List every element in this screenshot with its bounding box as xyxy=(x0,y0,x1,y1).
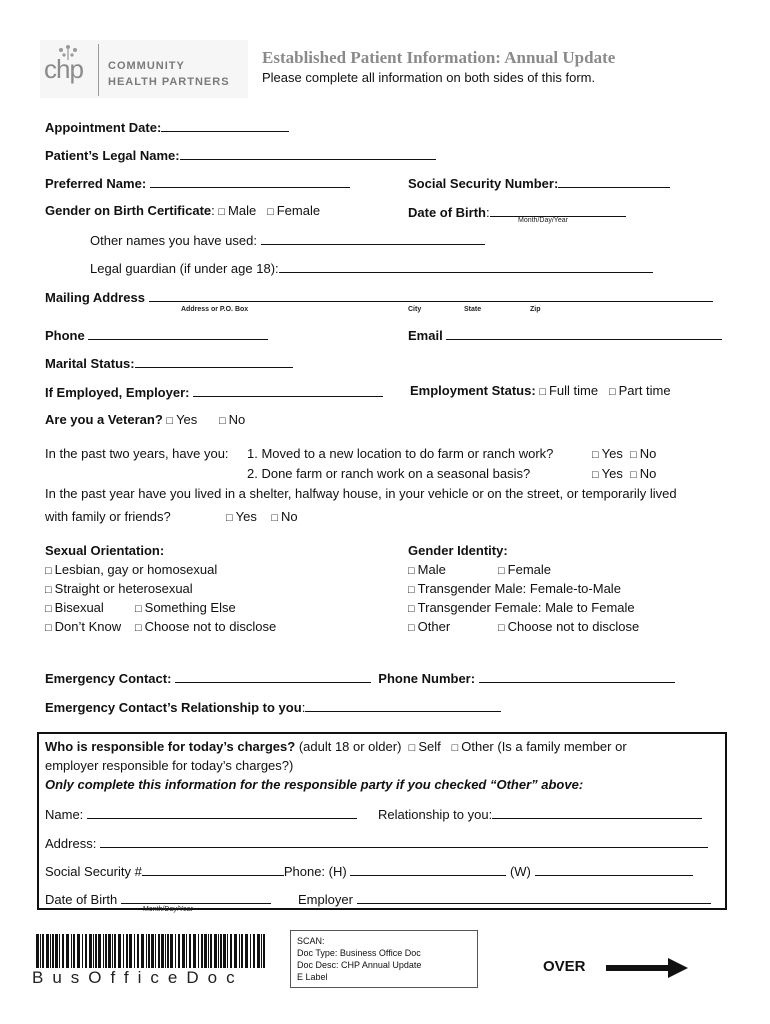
farm-q2-answers xyxy=(592,466,656,481)
mailing-address-field[interactable] xyxy=(149,288,713,302)
barcode-bar xyxy=(46,934,49,968)
dob-label: Date of Birth xyxy=(408,205,486,220)
barcode-bar xyxy=(263,934,265,968)
identity-opt2-checkbox[interactable]: □ xyxy=(498,565,505,577)
responsible-home-phone-label: Phone: (H) xyxy=(283,864,347,879)
shelter-answers xyxy=(226,509,298,524)
dob-hint: Month/Day/Year xyxy=(518,217,568,224)
responsible-dob-field[interactable] xyxy=(121,890,271,904)
barcode-bar xyxy=(239,934,240,968)
identity-opt1-checkbox[interactable]: □ xyxy=(408,565,415,577)
appointment-date-label: Appointment Date: xyxy=(45,120,162,135)
responsible-employer-row xyxy=(298,890,711,907)
barcode-bar xyxy=(118,934,121,968)
female-checkbox[interactable]: □ xyxy=(267,206,274,218)
employment-status-label: Employment Status: xyxy=(410,383,536,398)
orientation-opt1 xyxy=(45,562,217,577)
identity-opt3-label: Transgender Male: Female-to-Male xyxy=(417,581,621,596)
barcode-bar xyxy=(210,934,212,968)
identity-opt4 xyxy=(408,600,635,615)
responsible-work-phone-label: (W) xyxy=(509,864,531,879)
barcode-bar xyxy=(165,934,166,968)
barcode-bar xyxy=(151,934,154,968)
emergency-contact-row xyxy=(45,669,675,686)
responsible-self-checkbox[interactable]: □ xyxy=(408,742,416,754)
responsible-ssn-phone-row xyxy=(45,862,693,879)
employment-status-row xyxy=(410,383,671,398)
farm-q2-no-checkbox[interactable]: □ xyxy=(630,469,637,481)
identity-opt2 xyxy=(498,562,551,577)
employer-row xyxy=(45,383,383,400)
barcode-bar xyxy=(208,934,209,968)
orientation-opt3 xyxy=(45,600,104,615)
shelter-no-label: No xyxy=(280,509,298,524)
form-subtitle: Please complete all information on both sides of this form. xyxy=(262,70,596,85)
responsible-other-label: Other (Is a family member or xyxy=(461,739,627,754)
orientation-opt5 xyxy=(45,619,121,634)
male-checkbox[interactable]: □ xyxy=(218,206,226,218)
identity-opt2-label: Female xyxy=(507,562,552,577)
barcode-bar xyxy=(123,934,124,968)
identity-opt5-checkbox[interactable]: □ xyxy=(408,622,415,634)
farm-q1-answers xyxy=(592,446,656,461)
logo-divider xyxy=(98,44,99,96)
farm-q2-yes-checkbox[interactable]: □ xyxy=(592,469,599,481)
veteran-no-label: No xyxy=(228,412,246,427)
responsible-ssn-label: Social Security # xyxy=(45,864,142,879)
responsible-instruction: Only complete this information for the responsible party if you checked “Other” above: xyxy=(45,777,584,792)
barcode-bar xyxy=(126,934,128,968)
responsible-relationship-label: Relationship to you: xyxy=(378,807,493,822)
orientation-opt6 xyxy=(135,619,276,634)
veteran-no-checkbox[interactable]: □ xyxy=(218,415,226,427)
barcode-bar xyxy=(261,934,262,968)
email-field[interactable] xyxy=(446,326,722,340)
responsible-relationship-row xyxy=(378,805,702,822)
mailing-address-label: Mailing Address xyxy=(45,290,145,305)
orientation-heading: Sexual Orientation: xyxy=(45,543,165,558)
emergency-contact-label: Emergency Contact: xyxy=(45,671,172,686)
barcode-bar xyxy=(93,934,94,968)
responsible-address-label: Address: xyxy=(45,836,97,851)
org-logo xyxy=(40,40,248,98)
scan-line-3: Doc Desc: CHP Annual Update xyxy=(297,960,422,970)
scan-line-1: SCAN: xyxy=(297,936,325,946)
responsible-question-row xyxy=(45,739,627,754)
orientation-opt2 xyxy=(45,581,193,596)
barcode-bar xyxy=(85,934,87,968)
barcode-bar xyxy=(55,934,58,968)
emergency-phone-field[interactable] xyxy=(479,669,675,683)
shelter-yes-checkbox[interactable]: □ xyxy=(226,512,233,524)
barcode-bar xyxy=(214,934,217,968)
barcode-bar xyxy=(223,934,226,968)
barcode-bar xyxy=(186,934,187,968)
barcode-bar xyxy=(245,934,248,968)
shelter-question-line1: In the past year have you lived in a shelter, halfway house, in your vehicle or on the street, or temporarily lived xyxy=(45,486,677,501)
barcode-bar xyxy=(234,934,237,968)
appointment-date-row xyxy=(45,118,289,135)
phone-field[interactable] xyxy=(88,326,268,340)
orientation-opt1-label: Lesbian, gay or homosexual xyxy=(54,562,218,577)
female-label: Female xyxy=(276,203,321,218)
barcode-bar xyxy=(134,934,135,968)
barcode-bar xyxy=(98,934,101,968)
barcode-bar xyxy=(182,934,185,968)
farm-question-2: 2. Done farm or ranch work on a seasonal basis? xyxy=(247,466,531,481)
barcode-bar xyxy=(218,934,219,968)
responsible-ssn-field[interactable] xyxy=(142,862,284,876)
identity-opt4-label: Transgender Female: Male to Female xyxy=(417,600,635,615)
barcode-bar xyxy=(89,934,92,968)
barcode-bar xyxy=(95,934,97,968)
barcode-bar xyxy=(42,934,44,968)
identity-opt1 xyxy=(408,562,446,577)
veteran-yes-checkbox[interactable]: □ xyxy=(166,415,174,427)
part-time-checkbox[interactable]: □ xyxy=(608,386,616,398)
barcode-bar xyxy=(257,934,260,968)
orientation-opt4-checkbox[interactable]: □ xyxy=(135,603,142,615)
barcode-bar xyxy=(178,934,180,968)
barcode-bar xyxy=(112,934,113,968)
preferred-name-row xyxy=(45,174,350,191)
barcode-bar xyxy=(158,934,160,968)
legal-name-label: Patient’s Legal Name: xyxy=(45,148,180,163)
legal-name-row xyxy=(45,146,436,163)
responsible-dob-label: Date of Birth xyxy=(45,892,118,907)
barcode-bar xyxy=(114,934,116,968)
barcode-bar xyxy=(167,934,169,968)
orientation-opt2-label: Straight or heterosexual xyxy=(54,581,193,596)
barcode-bar xyxy=(201,934,203,968)
responsible-employer-label: Employer xyxy=(298,892,353,907)
identity-opt5-label: Other xyxy=(417,619,451,634)
barcode-bar xyxy=(36,934,39,968)
identity-opt6 xyxy=(498,619,639,634)
farm-q2-no-label: No xyxy=(639,466,657,481)
mailing-address-row xyxy=(45,288,713,305)
barcode-bar xyxy=(52,934,54,968)
identity-opt6-checkbox[interactable]: □ xyxy=(498,622,505,634)
barcode-bar xyxy=(129,934,132,968)
barcode xyxy=(36,934,268,968)
responsible-adult-note: (adult 18 or older) xyxy=(298,739,402,754)
barcode-bar xyxy=(198,934,199,968)
farm-q1-no-checkbox[interactable]: □ xyxy=(630,449,637,461)
legal-guardian-field[interactable] xyxy=(279,259,653,273)
barcode-bar xyxy=(73,934,75,968)
responsible-dob-hint: Month/Day/Year xyxy=(143,906,193,913)
farm-q1-no-label: No xyxy=(639,446,657,461)
responsible-address-row xyxy=(45,834,708,851)
orientation-opt3-label: Bisexual xyxy=(54,600,104,615)
shelter-yes-label: Yes xyxy=(235,509,257,524)
legal-guardian-row xyxy=(90,259,653,276)
preferred-name-field[interactable] xyxy=(150,174,350,188)
scan-line-4: E Label xyxy=(297,972,328,982)
barcode-bar xyxy=(193,934,196,968)
employer-field[interactable] xyxy=(193,383,383,397)
other-names-label: Other names you have used: xyxy=(90,233,257,248)
barcode-bar xyxy=(241,934,243,968)
identity-opt4-checkbox[interactable]: □ xyxy=(408,603,415,615)
farm-intro: In the past two years, have you: xyxy=(45,446,229,461)
right-arrow-icon xyxy=(606,958,688,978)
farm-question-1: 1. Moved to a new location to do farm or ranch work? xyxy=(247,446,554,461)
identity-opt6-label: Choose not to disclose xyxy=(507,619,640,634)
ssn-label: Social Security Number: xyxy=(408,176,559,191)
responsible-question-label: Who is responsible for today’s charges? xyxy=(45,739,296,754)
barcode-bar xyxy=(40,934,41,968)
orientation-opt5-checkbox[interactable]: □ xyxy=(45,622,52,634)
identity-opt1-label: Male xyxy=(417,562,446,577)
marital-status-row xyxy=(45,354,293,371)
zip-hint: Zip xyxy=(530,306,541,313)
gender-birth-colon: : xyxy=(211,203,215,218)
identity-heading: Gender Identity: xyxy=(408,543,508,558)
barcode-bar xyxy=(71,934,72,968)
barcode-bar xyxy=(155,934,156,968)
barcode-bar xyxy=(220,934,222,968)
barcode-bar xyxy=(105,934,107,968)
scan-label-box xyxy=(290,930,478,988)
emergency-relationship-field[interactable] xyxy=(305,698,501,712)
identity-opt3-checkbox[interactable]: □ xyxy=(408,584,415,596)
emergency-phone-label: Phone Number: xyxy=(378,671,476,686)
scan-line-2: Doc Type: Business Office Doc xyxy=(297,948,421,958)
full-time-label: Full time xyxy=(548,383,599,398)
responsible-dob-row xyxy=(45,890,271,907)
responsible-address-field[interactable] xyxy=(100,834,708,848)
barcode-caption: BusOfficeDoc xyxy=(32,968,244,987)
barcode-bar xyxy=(230,934,232,968)
orientation-opt6-label: Choose not to disclose xyxy=(144,619,277,634)
responsible-name-row xyxy=(45,805,357,822)
emergency-relationship-row: Emergency Contact’s Relationship to you: xyxy=(45,698,501,715)
appointment-date-field[interactable] xyxy=(161,118,289,132)
address-hint: Address or P.O. Box xyxy=(181,306,249,313)
veteran-yes-label: Yes xyxy=(176,412,198,427)
emergency-contact-field[interactable] xyxy=(175,669,371,683)
barcode-bar xyxy=(204,934,207,968)
responsible-name-field[interactable] xyxy=(87,805,357,819)
shelter-question-line2: with family or friends? xyxy=(45,509,171,524)
other-names-field[interactable] xyxy=(261,231,485,245)
barcode-bar xyxy=(82,934,83,968)
barcode-bar xyxy=(148,934,150,968)
orientation-opt6-checkbox[interactable]: □ xyxy=(135,622,142,634)
dob-colon: : xyxy=(486,205,490,220)
legal-guardian-label: Legal guardian (if under age 18): xyxy=(90,261,279,276)
state-hint: State xyxy=(464,306,482,313)
email-row xyxy=(408,326,722,343)
shelter-no-checkbox[interactable]: □ xyxy=(271,512,278,524)
orientation-opt3-checkbox[interactable]: □ xyxy=(45,603,52,615)
responsible-question-line2: employer responsible for today’s charges?) xyxy=(45,758,294,773)
orientation-opt4-label: Something Else xyxy=(144,600,236,615)
dob-row xyxy=(408,203,626,220)
farm-q1-yes-label: Yes xyxy=(601,446,623,461)
employer-label: If Employed, Employer: xyxy=(45,385,190,400)
email-label: Email xyxy=(408,328,443,343)
responsible-employer-field[interactable] xyxy=(357,890,711,904)
male-label: Male xyxy=(228,203,257,218)
org-name-line1: COMMUNITY xyxy=(108,60,185,72)
barcode-bar xyxy=(227,934,228,968)
responsible-self-label: Self xyxy=(418,739,441,754)
barcode-bar xyxy=(170,934,173,968)
ssn-row xyxy=(408,174,670,191)
over-label: OVER xyxy=(543,958,586,975)
farm-q2-yes-label: Yes xyxy=(601,466,623,481)
org-name-line2: HEALTH PARTNERS xyxy=(108,76,230,88)
barcode-bar xyxy=(103,934,104,968)
barcode-bar xyxy=(175,934,176,968)
veteran-row xyxy=(45,412,245,427)
identity-opt5 xyxy=(408,619,450,634)
barcode-bar xyxy=(50,934,51,968)
marital-status-field[interactable] xyxy=(135,354,293,368)
responsible-relationship-field[interactable] xyxy=(492,805,702,819)
barcode-bar xyxy=(77,934,80,968)
responsible-name-label: Name: xyxy=(45,807,84,822)
other-names-row xyxy=(90,231,485,248)
barcode-bar xyxy=(66,934,69,968)
barcode-bar xyxy=(141,934,144,968)
identity-opt3 xyxy=(408,581,621,596)
barcode-bar xyxy=(59,934,60,968)
veteran-label: Are you a Veteran? xyxy=(45,412,163,427)
gender-birth-row xyxy=(45,203,320,218)
responsible-work-phone-field[interactable] xyxy=(535,862,693,876)
farm-q1-yes-checkbox[interactable]: □ xyxy=(592,449,599,461)
orientation-opt2-checkbox[interactable]: □ xyxy=(45,584,52,596)
emergency-relationship-label: Emergency Contact’s Relationship to you xyxy=(45,700,302,715)
barcode-bar xyxy=(137,934,139,968)
logo-mark: chp xyxy=(44,54,83,84)
gender-birth-label: Gender on Birth Certificate xyxy=(45,203,212,218)
dob-field[interactable] xyxy=(490,203,626,217)
orientation-opt4 xyxy=(135,600,236,615)
orientation-opt1-checkbox[interactable]: □ xyxy=(45,565,52,577)
city-hint: City xyxy=(408,306,422,313)
phone-row xyxy=(45,326,268,343)
barcode-bar xyxy=(108,934,111,968)
full-time-checkbox[interactable]: □ xyxy=(539,386,546,398)
responsible-other-checkbox[interactable]: □ xyxy=(451,742,459,754)
form-title: Established Patient Information: Annual Update xyxy=(262,48,616,67)
orientation-opt5-label: Don’t Know xyxy=(54,619,122,634)
ssn-field[interactable] xyxy=(558,174,670,188)
responsible-home-phone-field[interactable] xyxy=(350,862,506,876)
legal-name-field[interactable] xyxy=(180,146,436,160)
barcode-bar xyxy=(62,934,64,968)
preferred-name-label: Preferred Name: xyxy=(45,176,147,191)
barcode-bar xyxy=(189,934,191,968)
barcode-bar xyxy=(146,934,147,968)
barcode-bar xyxy=(250,934,251,968)
marital-status-label: Marital Status: xyxy=(45,356,135,371)
part-time-label: Part time xyxy=(618,383,671,398)
barcode-bar xyxy=(253,934,255,968)
barcode-bar xyxy=(161,934,164,968)
phone-label: Phone xyxy=(45,328,85,343)
